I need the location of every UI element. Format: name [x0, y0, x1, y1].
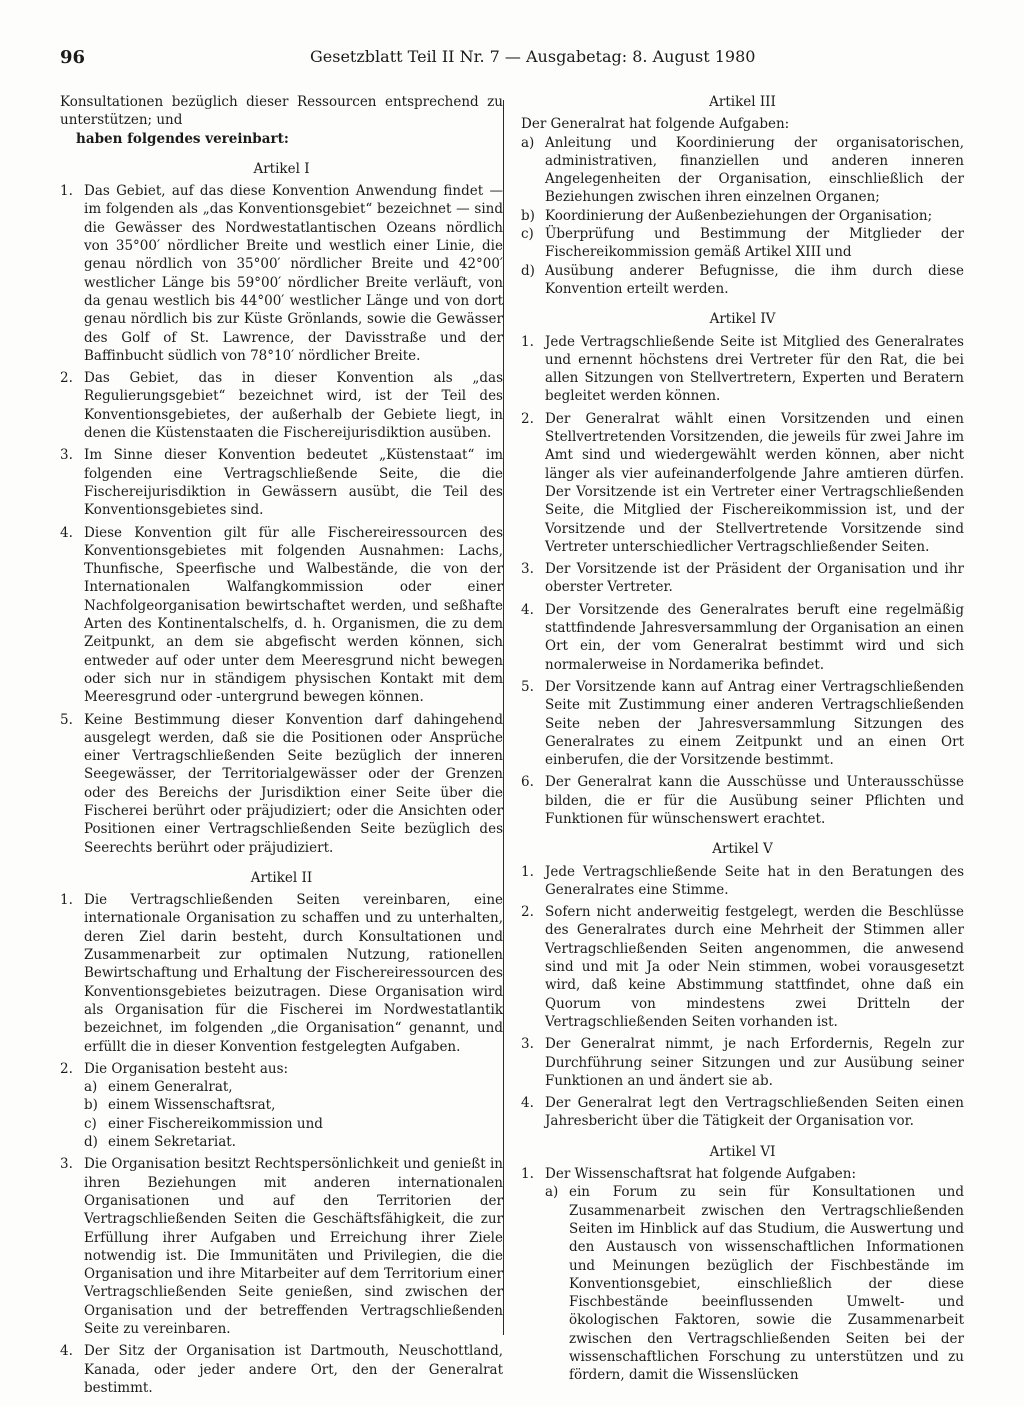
article-item — [60, 711, 503, 857]
article-heading: Artikel V — [712, 841, 773, 858]
article-item — [521, 560, 964, 597]
item-number: 1. — [60, 183, 73, 200]
article-item — [521, 410, 964, 556]
item-text: Der Vorsitzende des Generalrates beruft eine regelmäßig stattfindende Jahresversammlung der Organisation an einen Ort ein, der vom Generalrat bestimmt wird und sich normalerweise in Nordamerika befindet. — [545, 601, 964, 673]
item-body — [84, 1060, 503, 1151]
item-text: Der Generalrat wählt einen Vorsitzenden und einen Stellvertretenden Vorsitzenden, die jeweils für zwei Jahre im Amt sind und wiedergewählt werden können, aber nicht länger als vier aufeinanderfolgende Jahre amtieren dürfen. Der Vorsitzende ist ein Vertreter einer Vertragschließenden Seite, die Mitglied der Fischereikommission ist, und der Vorsitzende und der Stellvertretende Vorsitzende sind Vertreter unterschiedlicher Vertragschließender Seiten. — [545, 410, 964, 555]
item-number: 1. — [60, 892, 73, 909]
item-number: 2. — [521, 904, 534, 921]
sub-item — [545, 1183, 964, 1384]
article-heading: Artikel I — [253, 160, 310, 177]
sub-label: a) — [521, 134, 535, 151]
sub-item — [521, 225, 964, 262]
sub-label: c) — [521, 226, 534, 243]
item-body — [545, 1165, 964, 1385]
article-item — [60, 1060, 503, 1151]
sub-label: d) — [84, 1134, 98, 1151]
item-number: 5. — [60, 711, 73, 728]
item-text: Die Organisation besitzt Rechtspersönlichkeit und genießt in ihren Beziehungen mit anderen internationalen Organisationen und auf den Territorien der Vertragschließenden Seiten die Geschäftsfähigkeit, die zur Erfüllung ihrer Aufgaben und Erreichung ihrer Ziele notwendig ist. Die Immunitäten und Privilegien, die die Organisation und ihre Mitarbeiter auf dem Territorium einer Vertragschließenden Seite genießen, sind zwischen der Organisation und der betreffenden Vertragschließenden Seite zu vereinbaren. — [84, 1156, 504, 1337]
item-text: Die Organisation besteht aus: — [84, 1060, 289, 1077]
item-text: Im Sinne dieser Konvention bedeutet „Küstenstaat“ im folgenden eine Vertragschließende Seite, die die Fischereijurisdiktion in Gewässern ausübt, die Teil des Konventionsgebietes sind. — [84, 447, 503, 519]
item-text: Der Sitz der Organisation ist Dartmouth, Neuschottland, Kanada, oder jeder andere Ort, den der Generalrat bestimmt. — [84, 1343, 503, 1396]
sub-label: b) — [84, 1097, 98, 1114]
article-heading: Artikel IV — [709, 311, 776, 328]
sub-item — [84, 1133, 503, 1151]
item-number: 6. — [521, 774, 534, 791]
sub-text: einer Fischereikommission und — [108, 1115, 323, 1132]
sub-label: a) — [545, 1184, 559, 1201]
article-item — [521, 863, 964, 900]
article-intro: Der Generalrat hat folgende Aufgaben: — [521, 116, 790, 133]
gazette-title: Gesetzblatt Teil II Nr. 7 — Ausgabetag: 8. August 1980 — [310, 47, 756, 66]
sub-text: einem Sekretariat. — [108, 1134, 236, 1151]
sub-label: a) — [84, 1079, 98, 1096]
sub-item — [84, 1115, 503, 1133]
article-item — [60, 369, 503, 442]
item-text: Jede Vertragschließende Seite ist Mitglied des Generalrates und ernennt höchstens drei Vertreter für den Rat, die bei allen Sitzungen von Stellvertretern, Experten und Beratern begleitet werden können. — [545, 333, 964, 405]
article-heading: Artikel VI — [709, 1143, 776, 1160]
item-text: Der Generalrat kann die Ausschüsse und Unterausschüsse bilden, die er für die Ausübung seiner Pflichten und Funktionen für wünschenswert erachtet. — [545, 774, 964, 827]
article-item — [521, 1094, 964, 1131]
article-heading: Artikel III — [709, 94, 776, 110]
item-text: Jede Vertragschließende Seite hat in den Beratungen des Generalrates eine Stimme. — [545, 863, 964, 898]
article-item — [521, 1035, 964, 1090]
item-number: 4. — [60, 1343, 73, 1360]
article-item — [521, 903, 964, 1031]
item-text: Sofern nicht anderweitig festgelegt, werden die Beschlüsse des Generalrates durch eine Mehrheit der Stimmen aller Vertragschließenden Seiten angenommen, die anwesend sind und mit Ja oder Nein stimmen, wobei vorausgesetzt wird, daß keine Abstimmung stattfindet, ohne daß ein Quorum von mindestens zwei Dritteln der Vertragschließenden Seiten vorhanden ist. — [545, 904, 964, 1030]
sub-item — [521, 134, 964, 207]
article-item — [521, 601, 964, 674]
sub-item — [84, 1078, 503, 1096]
agreement-statement: haben folgendes vereinbart: — [76, 130, 289, 147]
sub-label: b) — [521, 207, 535, 224]
item-number: 2. — [521, 410, 534, 427]
article-item — [521, 1165, 964, 1385]
sub-text: Anleitung und Koordinierung der organisatorischen, administrativen, finanziellen und anderen inneren Angelegenheiten der Organisation, einschließlich der Beziehungen zwischen ihren einzelnen Organen; — [545, 134, 964, 206]
article-item — [60, 446, 503, 519]
sub-label: d) — [521, 262, 535, 279]
item-number: 3. — [60, 447, 73, 464]
item-number: 1. — [521, 1166, 534, 1183]
item-number: 3. — [521, 1036, 534, 1053]
sub-text: Ausübung anderer Befugnisse, die ihm durch diese Konvention erteilt werden. — [545, 262, 964, 297]
item-text: Die Vertragschließenden Seiten vereinbaren, eine internationale Organisation zu schaffen und zu unterhalten, deren Ziel darin besteht, durch Konsultationen und Zusammenarbeit zur optimalen Nutzung, rationellen Bewirtschaftung und Erhaltung der Fischereiressourcen des Konventionsgebietes beizutragen. Diese Organisation wird als Organisation für die Fischerei im Nordwestatlantik bezeichnet, im folgenden „die Organisation“ genannt, und erfüllt die in dieser Konvention festgelegten Aufgaben. — [84, 892, 503, 1055]
article-item — [521, 333, 964, 406]
article-item — [60, 1342, 503, 1397]
item-text: Das Gebiet, das in dieser Konvention als „das Regulierungsgebiet“ bezeichnet wird, ist der Teil des Konventionsgebietes, der außerhalb der Gebiete liegt, in denen die Küstenstaaten die Fischereijurisdiktion ausüben. — [84, 370, 503, 442]
item-number: 2. — [60, 370, 73, 387]
sub-text: einem Generalrat, — [108, 1079, 233, 1096]
page-number: 96 — [60, 47, 86, 68]
item-number: 4. — [60, 524, 73, 541]
article-item — [521, 773, 964, 828]
item-number: 4. — [521, 1095, 534, 1112]
left-column — [60, 93, 503, 1401]
item-text: Der Wissenschaftsrat hat folgende Aufgaben: — [545, 1166, 857, 1183]
article-item — [60, 1155, 503, 1338]
article-item — [521, 678, 964, 769]
article-heading: Artikel II — [250, 869, 313, 886]
item-number: 5. — [521, 678, 534, 695]
item-text: Der Generalrat nimmt, je nach Erfordernis, Regeln zur Durchführung seiner Sitzungen und zur Ausübung seiner Funktionen an und ändert sie ab. — [545, 1036, 964, 1089]
item-text: Der Vorsitzende ist der Präsident der Organisation und ihr oberster Vertreter. — [545, 561, 964, 596]
sub-text: Überprüfung und Bestimmung der Mitglieder der Fischereikommission gemäß Artikel XIII und — [545, 226, 964, 261]
sub-label: c) — [84, 1115, 97, 1132]
item-text: Keine Bestimmung dieser Konvention darf dahingehend ausgelegt werden, daß sie die Positionen oder Ansprüche einer Vertragschließenden Seite bezüglich der inneren Seegewässer, der Territorialgewässer oder der Grenzen oder des Bereichs der Jurisdiktion einer Seite über die Fischerei berührt oder präjudiziert; oder die Ansichten oder Positionen einer Vertragschließenden Seite bezüglich des Seerechts berührt oder präjudiziert. — [84, 711, 503, 856]
item-number: 1. — [521, 333, 534, 350]
sub-text: ein Forum zu sein für Konsultationen und Zusammenarbeit zwischen den Vertragschließenden Seiten im Hinblick auf das Studium, die Auswertung und den Austausch von wissenschaftlichen Informationen und Meinungen bezüglich der Fischbestände im Konventionsgebiet, einschließlich der diese Fischbestände beeinflussenden Umwelt- und ökologischen Faktoren, sowie die Zusammenarbeit zwischen den Vertragschließenden Seiten bei der wissenschaftlichen Forschung zu unterstützen und zu fördern, damit die Wissenslücken — [569, 1184, 964, 1384]
item-text: Diese Konvention gilt für alle Fischereiressourcen des Konventionsgebietes mit folgenden Ausnahmen: Lachs, Thunfische, Speerfische und Walbestände, die von der Internationalen Walfangkommission oder einer Nachfolgeorganisation bewirtschaftet werden, und seßhafte Arten des Kontinentalschelfs, d. h. Organismen, die zu dem Zeitpunkt, an dem sie abgefischt werden können, sich entweder auf oder unter dem Meeresgrund nicht bewegen oder sich nur in ständigem physischen Kontakt mit dem Meeresgrund oder -untergrund bewegen können. — [84, 524, 503, 706]
sub-item — [84, 1096, 503, 1114]
item-number: 3. — [521, 561, 534, 578]
item-number: 4. — [521, 601, 534, 618]
item-number: 3. — [60, 1156, 73, 1173]
intro-paragraph: Konsultationen bezüglich dieser Ressourcen entsprechend zu unterstützen; und — [60, 94, 503, 129]
sub-item — [521, 262, 964, 299]
article-item — [60, 182, 503, 365]
article-item — [60, 891, 503, 1056]
sub-text: Koordinierung der Außenbeziehungen der Organisation; — [545, 207, 933, 224]
article-item — [60, 524, 503, 707]
page-header — [60, 47, 756, 73]
column-divider — [503, 100, 504, 1335]
item-text: Das Gebiet, auf das diese Konvention Anwendung findet — im folgenden als „das Konventionsgebiet“ bezeichnet — sind die Gewässer des Nordwestatlantischen Ozeans nördlich von 35°00′ nördlicher Breite und westlich einer Linie, die genau nördlich von 35°00′ nördlicher Breite und 42°00′ westlicher Länge bis 59°00′ nördlicher Breite verläuft, von da genau westlich bis 44°00′ westlicher Länge und von dort genau nördlich bis zur Küste Grönlands, sowie die Gewässer des Golf of St. Lawrence, der Davisstraße und der Baffinbucht südlich von 78°10′ nördlicher Breite. — [84, 183, 503, 364]
item-text: Der Vorsitzende kann auf Antrag einer Vertragschließenden Seite mit Zustimmung einer anderen Vertragschließenden Seite neben der Jahresversammlung Sitzungen des Generalrates zu einem Zeitpunkt und an einen Ort einberufen, die der Vorsitzende bestimmt. — [545, 678, 964, 769]
sub-text: einem Wissenschaftsrat, — [108, 1097, 276, 1114]
item-text: Der Generalrat legt den Vertragschließenden Seiten einen Jahresbericht über die Tätigkeit der Organisation vor. — [545, 1095, 964, 1130]
sub-item — [521, 207, 964, 225]
right-column — [521, 93, 964, 1389]
item-number: 1. — [521, 863, 534, 880]
item-number: 2. — [60, 1060, 73, 1077]
